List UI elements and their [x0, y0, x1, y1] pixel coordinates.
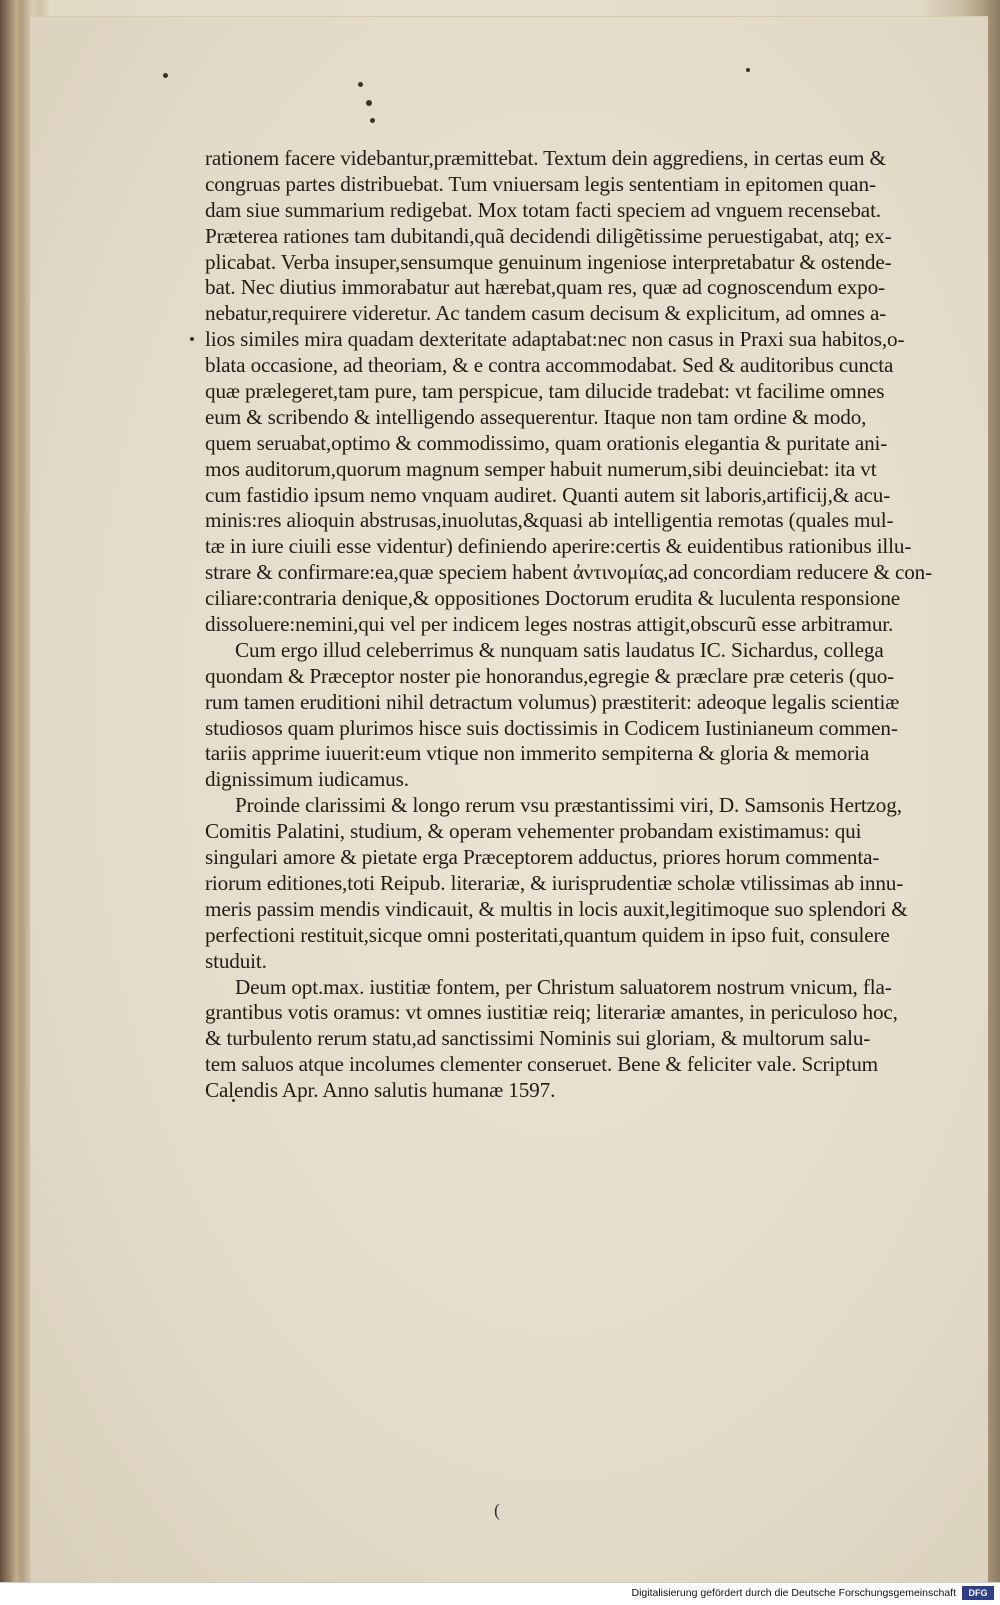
- ink-speck: [163, 73, 168, 78]
- ink-speck: [190, 337, 194, 341]
- paragraph-4: [205, 975, 935, 1104]
- text-line: cum fastidio ipsum nemo vnquam audiret. Quanti autem sit laboris,artificij,& acu-: [205, 482, 891, 507]
- text-line: quem seruabat,optimo & commodissimo, quam orationis elegantia & puritate ani-: [205, 430, 888, 455]
- text-line: blata occasione, ad theoriam, & e contra accommodabat. Sed & auditoribus cuncta: [205, 353, 894, 378]
- text-line: Cum ergo illud celeberrimus & nunquam satis laudatus IC. Sichardus, collega: [235, 637, 884, 662]
- text-line: rationem facere videbantur,præmittebat. Textum dein aggrediens, in certas eum &: [205, 146, 886, 170]
- ink-speck: [366, 100, 372, 106]
- text-line: congruas partes distribuebat. Tum vniuersam legis sententiam in epitomen quan-: [205, 171, 876, 196]
- text-line: eum & scribendo & intelligendo assequerentur. Itaque non tam ordine & modo,: [205, 404, 867, 429]
- ink-speck: [358, 82, 363, 87]
- ink-speck: [370, 118, 375, 123]
- text-line: Deum opt.max. iustitiæ fontem, per Christum saluatorem nostrum vnicum, fla-: [235, 974, 892, 999]
- text-line: tæ in iure ciuili esse videntur) definiendo aperire:certis & euidentibus rationibus illu-: [205, 534, 912, 559]
- text-line: quæ prælegeret,tam pure, tam perspicue, tam dilucide tradebat: vt facilime omnes: [205, 379, 885, 404]
- text-line: studiosos quam plurimos hisce suis doctissimis in Codicem Iustinianeum commen-: [205, 715, 898, 740]
- text-line: dignissimum iudicamus.: [205, 767, 409, 792]
- text-line: Proinde clarissimi & longo rerum vsu præstantissimi viri, D. Samsonis Hertzog,: [235, 793, 902, 818]
- text-line: Comitis Palatini, studium, & operam vehementer probandam existimamus: qui: [205, 819, 862, 844]
- text-line: bat. Nec diutius immorabatur aut hærebat,quam res, quæ ad cognoscendum expo-: [205, 275, 885, 300]
- text-line: plicabat. Verba insuper,sensumque genuinum ingeniose interpretabatur & ostende-: [205, 249, 892, 274]
- text-line: meris passim mendis vindicauit, & multis in locis auxit,legitimoque suo splendori &: [205, 896, 908, 921]
- bottom-page-mark: (: [494, 1500, 500, 1520]
- text-line: grantibus votis oramus: vt omnes iustitiæ reiq; literariæ amantes, in periculoso hoc,: [205, 1000, 898, 1025]
- text-line: tariis apprime iuuerit:eum vtique non immerito sempiterna & gloria & memoria: [205, 741, 870, 766]
- text-line: quondam & Præceptor noster pie honorandus,egregie & præclare præ ceteris (quo-: [205, 663, 895, 688]
- text-line: riorum editiones,toti Reipub. literariæ, & iurisprudentiæ scholæ vtilissimas ab innu-: [205, 870, 904, 895]
- text-line: nebatur,requirere videretur. Ac tandem casum decisum & explicitum, ad omnes a-: [205, 301, 887, 326]
- text-line: & turbulento rerum statu,ad sanctissimi Nominis sui gloriam, & multorum salu-: [205, 1026, 871, 1051]
- document-text: [205, 146, 935, 1104]
- text-line: tem saluos atque incolumes clementer conseruet. Bene & feliciter vale. Scriptum: [205, 1052, 878, 1077]
- text-line: singulari amore & pietate erga Præceptorem adductus, priores horum commenta-: [205, 845, 880, 870]
- text-line: perfectioni restituit,sicque omni posteritati,quantum quidem in ipso fuit, consulere: [205, 922, 890, 947]
- dfg-logo-icon: DFG: [962, 1586, 994, 1600]
- paragraph-3: [205, 793, 935, 974]
- paragraph-2: [205, 638, 935, 793]
- text-line: minis:res alioquin abstrusas,inuolutas,&quasi ab intelligentia remotas (quales mul-: [205, 508, 894, 533]
- paragraph-1: [205, 146, 935, 638]
- footer-bar: [0, 1582, 1000, 1605]
- footer-credit: Digitalisierung gefördert durch die Deutsche Forschungsgemeinschaft: [631, 1587, 956, 1599]
- text-line: Calendis Apr. Anno salutis humanæ 1597.: [205, 1078, 556, 1103]
- text-line: ciliare:contraria denique,& oppositiones Doctorum erudita & luculenta responsione: [205, 586, 901, 611]
- text-line: dissoluere:nemini,qui vel per indicem leges nostras attigit,obscurũ esse arbitramur.: [205, 612, 894, 637]
- text-line: mos auditorum,quorum magnum semper habuit numerum,sibi deuinciebat: ita vt: [205, 456, 877, 481]
- text-line: dam siue summarium redigebat. Mox totam facti speciem ad vnguem recensebat.: [205, 197, 881, 222]
- text-line: rum tamen eruditioni nihil detractum volumus) præstiterit: adeoque legalis scientiæ: [205, 689, 900, 714]
- ink-speck: [746, 68, 750, 72]
- book-spine: [0, 0, 22, 1582]
- text-line: Præterea rationes tam dubitandi,quã decidendi diligẽtissime peruestigabat, atq; ex-: [205, 223, 892, 248]
- text-line: studuit.: [205, 948, 267, 973]
- text-line: lios similes mira quadam dexteritate adaptabat:nec non casus in Praxi sua habitos,o-: [205, 327, 905, 352]
- text-line: strare & confirmare:ea,quæ speciem habent ἀντινομίας,ad concordiam reducere & con-: [205, 560, 933, 585]
